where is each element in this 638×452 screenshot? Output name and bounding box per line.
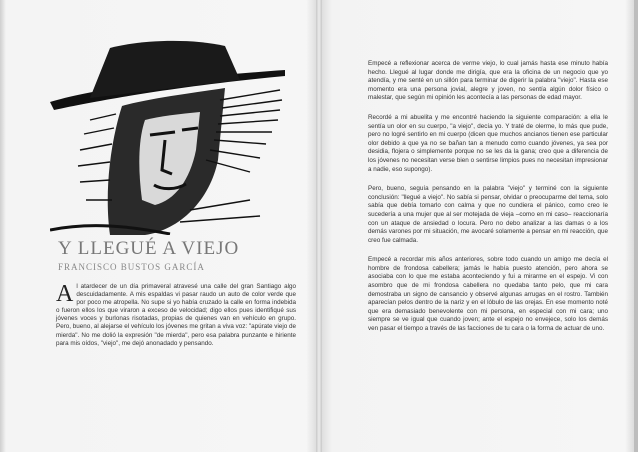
story-paragraph: l atardecer de un día primaveral atravesé una calle del gran Santiago algo descuidadamente. A mis espaldas vi pasar raudo un auto de color verde que por poco me atropella. No supe si yo había cruzado la calle en forma indebida o fueron ellos los que viraron a exceso de velocidad; digo ellos pues identifiqué sus jóvenes voces y burlonas risotadas, propias de quienes van en vehículo en grupo. Pero, bueno, al alejarse el vehículo los jóvenes me gritan a viva voz: "apúrate viejo de mierda". No me dolió la expresión "de mierda", pero esa palabra punzante e hiriente para mis oídos, "viejo", me dejó anonadado y pensando.	[56, 283, 296, 347]
drop-cap: A	[56, 281, 74, 307]
left-page	[0, 0, 318, 452]
paragraph-1: Empecé a reflexionar acerca de verme viejo, lo cual jamás hasta ese minuto había hecho. Llegué al lugar donde me dirigía, que era la oficina de un negocio que yo atendía, y me senté en un sillón para terminar de digerir la palabra "viejo". Hasta ese momento era una persona jovial, alegre y joven, no sentía algún dolor físico o malestar, que según mi opinión les acontecía a las personas de edad mayor.	[368, 60, 608, 102]
text-column	[368, 60, 608, 345]
paragraph-4: Empecé a recordar mis años anteriores, sobre todo cuando un amigo me decía el hombre de frondosa cabellera; jamás le había puesto atención, pero ahora se asociaba con lo que me estaba aconteciendo y fui a mirarme en el espejo. Vi con asombro que de mi frondosa cabellera no quedaba tanto pelo, que mi cara demostraba un signo de cansancio y observé algunas arrugas en el rostro. También aparecían pelos dentro de la nariz y en el lóbulo de las orejas. En ese momento noté que era demasiado benevolente con mi persona, en especial con mi cara; uno siempre se ve igual que cuando joven; ante el espejo no envejece, solo los demás ven pasar el tiempo a través de las facciones de tu cara o la forma de actuar de uno.	[368, 256, 608, 333]
paragraph-3: Pero, bueno, seguía pensando en la palabra "viejo" y terminé con la siguiente conclusión: "llegué a viejo". No sabía si pensar, olvidar o preocuparme del tema, solo sabía que debía tomarlo con calma y que no cundiera el pánico, como creo le sucedería a una mujer que al ser motejada de vieja –como en mi caso– reaccionaría con un ataque de ansiedad o locura. Pero no debo analizar a las damas o a los demás varones por mi situación, me avocaré solamente a pensar en mi reacción, que creo fue calmada.	[368, 185, 608, 244]
right-page	[320, 0, 638, 452]
story-title: Y LLEGUÉ A VIEJO	[58, 238, 240, 259]
author-name: FRANCISCO BUSTOS GARCÍA	[58, 262, 205, 272]
paragraph-2: Recordé a mi abuelita y me encontré haciendo la siguiente comparación: a ella le sentía un olor en su cuerpo, "a viejo", decía yo. Y traté de olerme, lo más que pude, pero no logré sentirlo en mi cuerpo (dicen que muchos ancianos tienen ese particular olor debido a que ya no se bañan tan a menudo como cuando jóvenes, ya sea por desidia, flojera o simplemente porque no se les da la gana; creo que a diferencia de los jóvenes no necesitan verse bien o sentirse limpios pues no necesitan impresionar a nadie, eso supongo).	[368, 113, 608, 173]
old-man-portrait-icon	[50, 40, 285, 235]
page-edge	[634, 0, 638, 452]
story-opening	[56, 283, 296, 348]
